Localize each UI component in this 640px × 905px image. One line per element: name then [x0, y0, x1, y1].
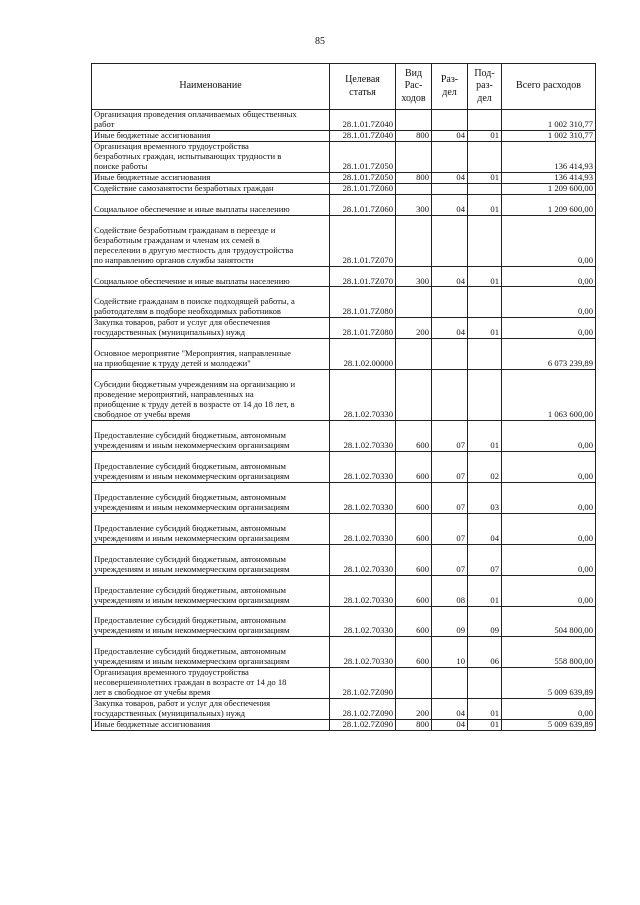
cell-target-code: 28.1.02.70330 — [330, 544, 396, 575]
table-header-row — [92, 64, 596, 110]
cell-subsection: 01 — [468, 421, 502, 452]
cell-target-code: 28.1.02.70330 — [330, 606, 396, 637]
cell-name: Субсидии бюджетным учреждениям на организацию и проведение мероприятий, направленных на приобщение к труду детей в возрасте от 14 до 18 лет, в свободное от учебы время — [92, 370, 330, 421]
cell-name: Иные бюджетные ассигнования — [92, 172, 330, 183]
cell-section: 07 — [432, 482, 468, 513]
cell-total: 0,00 — [502, 451, 596, 482]
cell-name: Социальное обеспечение и иные выплаты населению — [92, 194, 330, 215]
cell-name: Закупка товаров, работ и услуг для обеспечения государственных (муниципальных) нужд — [92, 318, 330, 339]
cell-subsection: 01 — [468, 172, 502, 183]
cell-name: Предоставление субсидий бюджетным, автономным учреждениям и иным некоммерческим организациям — [92, 606, 330, 637]
cell-expense-type — [396, 668, 432, 699]
cell-section — [432, 287, 468, 318]
cell-name: Предоставление субсидий бюджетным, автономным учреждениям и иным некоммерческим организациям — [92, 575, 330, 606]
table-row — [92, 194, 596, 215]
header-subsection: Под- раз- дел — [468, 64, 502, 110]
cell-expense-type — [396, 141, 432, 172]
cell-total: 0,00 — [502, 421, 596, 452]
cell-section: 04 — [432, 318, 468, 339]
cell-section: 04 — [432, 699, 468, 720]
cell-expense-type: 600 — [396, 421, 432, 452]
cell-target-code: 28.1.01.7Z060 — [330, 183, 396, 194]
cell-target-code: 28.1.01.7Z040 — [330, 130, 396, 141]
cell-expense-type: 600 — [396, 451, 432, 482]
cell-target-code: 28.1.02.70330 — [330, 421, 396, 452]
table-row — [92, 266, 596, 287]
cell-expense-type: 600 — [396, 637, 432, 668]
cell-expense-type — [396, 183, 432, 194]
cell-name: Предоставление субсидий бюджетным, автономным учреждениям и иным некоммерческим организациям — [92, 637, 330, 668]
cell-section: 08 — [432, 575, 468, 606]
cell-expense-type: 200 — [396, 699, 432, 720]
cell-subsection: 02 — [468, 451, 502, 482]
cell-target-code: 28.1.02.70330 — [330, 482, 396, 513]
cell-name: Содействие безработным гражданам в переезде и безработным гражданам и членам их семей в переселении в другую местность для трудоустройства по направлению органов службы занятости — [92, 215, 330, 266]
cell-section: 07 — [432, 421, 468, 452]
cell-target-code: 28.1.02.00000 — [330, 339, 396, 370]
table-row — [92, 699, 596, 720]
cell-name: Предоставление субсидий бюджетным, автономным учреждениям и иным некоммерческим организациям — [92, 544, 330, 575]
header-expense-type: Вид Рас- ходов — [396, 64, 432, 110]
cell-subsection: 01 — [468, 699, 502, 720]
table-row — [92, 339, 596, 370]
cell-total: 0,00 — [502, 699, 596, 720]
cell-total: 558 800,00 — [502, 637, 596, 668]
cell-total: 504 800,00 — [502, 606, 596, 637]
table-row — [92, 215, 596, 266]
budget-table — [91, 63, 596, 731]
cell-expense-type: 200 — [396, 318, 432, 339]
cell-section — [432, 141, 468, 172]
cell-target-code: 28.1.02.70330 — [330, 451, 396, 482]
cell-expense-type: 800 — [396, 130, 432, 141]
table-row — [92, 183, 596, 194]
cell-subsection: 03 — [468, 482, 502, 513]
cell-expense-type: 600 — [396, 544, 432, 575]
cell-subsection: 01 — [468, 194, 502, 215]
cell-subsection — [468, 287, 502, 318]
cell-name: Предоставление субсидий бюджетным, автономным учреждениям и иным некоммерческим организациям — [92, 513, 330, 544]
cell-subsection: 01 — [468, 130, 502, 141]
table-row — [92, 482, 596, 513]
cell-expense-type: 600 — [396, 482, 432, 513]
cell-expense-type — [396, 370, 432, 421]
cell-expense-type — [396, 339, 432, 370]
cell-subsection: 06 — [468, 637, 502, 668]
cell-expense-type — [396, 287, 432, 318]
cell-target-code: 28.1.01.7Z060 — [330, 194, 396, 215]
cell-subsection: 01 — [468, 318, 502, 339]
table-row — [92, 287, 596, 318]
cell-name: Организация временного трудоустройства безработных граждан, испытывающих трудности в поиске работы — [92, 141, 330, 172]
cell-section: 07 — [432, 544, 468, 575]
header-target-code: Целевая статья — [330, 64, 396, 110]
cell-name: Иные бюджетные ассигнования — [92, 130, 330, 141]
cell-total: 0,00 — [502, 575, 596, 606]
cell-section — [432, 183, 468, 194]
cell-name: Организация временного трудоустройства несовершеннолетних граждан в возрасте от 14 до 18 лет в свободное от учебы время — [92, 668, 330, 699]
cell-total: 1 209 600,00 — [502, 194, 596, 215]
cell-target-code: 28.1.01.7Z050 — [330, 172, 396, 183]
table-row — [92, 110, 596, 131]
cell-total: 6 073 239,89 — [502, 339, 596, 370]
table-row — [92, 318, 596, 339]
cell-target-code: 28.1.01.7Z070 — [330, 266, 396, 287]
table-row — [92, 606, 596, 637]
cell-expense-type — [396, 110, 432, 131]
cell-section: 07 — [432, 513, 468, 544]
cell-expense-type: 600 — [396, 513, 432, 544]
cell-subsection: 01 — [468, 720, 502, 731]
cell-total: 136 414,93 — [502, 172, 596, 183]
table-row — [92, 668, 596, 699]
cell-section: 07 — [432, 451, 468, 482]
cell-subsection — [468, 668, 502, 699]
cell-expense-type: 600 — [396, 606, 432, 637]
cell-target-code: 28.1.01.7Z080 — [330, 318, 396, 339]
header-section: Раз- дел — [432, 64, 468, 110]
cell-subsection — [468, 141, 502, 172]
cell-section — [432, 110, 468, 131]
cell-total: 1 002 310,77 — [502, 130, 596, 141]
cell-section: 04 — [432, 172, 468, 183]
cell-name: Социальное обеспечение и иные выплаты населению — [92, 266, 330, 287]
cell-section: 10 — [432, 637, 468, 668]
cell-target-code: 28.1.02.7Z090 — [330, 668, 396, 699]
table-row — [92, 172, 596, 183]
cell-target-code: 28.1.02.70330 — [330, 370, 396, 421]
cell-expense-type: 800 — [396, 172, 432, 183]
cell-total: 0,00 — [502, 544, 596, 575]
cell-section — [432, 668, 468, 699]
cell-total: 5 009 639,89 — [502, 720, 596, 731]
table-row — [92, 544, 596, 575]
page-number: 85 — [315, 36, 325, 47]
cell-total: 0,00 — [502, 287, 596, 318]
cell-subsection: 07 — [468, 544, 502, 575]
cell-section: 04 — [432, 266, 468, 287]
cell-section: 04 — [432, 720, 468, 731]
cell-section: 09 — [432, 606, 468, 637]
cell-target-code: 28.1.01.7Z070 — [330, 215, 396, 266]
cell-name: Организация проведения оплачиваемых общественных работ — [92, 110, 330, 131]
cell-name: Предоставление субсидий бюджетным, автономным учреждениям и иным некоммерческим организациям — [92, 421, 330, 452]
cell-section — [432, 370, 468, 421]
cell-total: 0,00 — [502, 318, 596, 339]
cell-subsection: 04 — [468, 513, 502, 544]
cell-target-code: 28.1.02.70330 — [330, 513, 396, 544]
table-row — [92, 370, 596, 421]
cell-total: 1 209 600,00 — [502, 183, 596, 194]
cell-total: 1 063 600,00 — [502, 370, 596, 421]
cell-section — [432, 215, 468, 266]
cell-name: Содействие гражданам в поиске подходящей работы, а работодателям в подборе необходимых работников — [92, 287, 330, 318]
cell-expense-type: 300 — [396, 194, 432, 215]
cell-expense-type — [396, 215, 432, 266]
cell-subsection — [468, 370, 502, 421]
cell-section: 04 — [432, 130, 468, 141]
cell-subsection: 01 — [468, 266, 502, 287]
cell-target-code: 28.1.02.70330 — [330, 637, 396, 668]
cell-subsection — [468, 339, 502, 370]
cell-subsection: 09 — [468, 606, 502, 637]
table-body — [92, 110, 596, 731]
cell-subsection — [468, 215, 502, 266]
cell-total: 5 009 639,89 — [502, 668, 596, 699]
table-row — [92, 451, 596, 482]
table-row — [92, 141, 596, 172]
cell-target-code: 28.1.02.7Z090 — [330, 699, 396, 720]
table-row — [92, 130, 596, 141]
cell-total: 0,00 — [502, 513, 596, 544]
cell-total: 0,00 — [502, 215, 596, 266]
cell-subsection — [468, 110, 502, 131]
cell-section — [432, 339, 468, 370]
cell-expense-type: 300 — [396, 266, 432, 287]
cell-target-code: 28.1.02.70330 — [330, 575, 396, 606]
cell-total: 0,00 — [502, 482, 596, 513]
cell-total: 1 002 310,77 — [502, 110, 596, 131]
cell-name: Предоставление субсидий бюджетным, автономным учреждениям и иным некоммерческим организациям — [92, 482, 330, 513]
cell-target-code: 28.1.01.7Z040 — [330, 110, 396, 131]
table-row — [92, 575, 596, 606]
header-total: Всего расходов — [502, 64, 596, 110]
cell-target-code: 28.1.02.7Z090 — [330, 720, 396, 731]
header-name: Наименование — [92, 64, 330, 110]
cell-subsection — [468, 183, 502, 194]
cell-section: 04 — [432, 194, 468, 215]
cell-expense-type: 600 — [396, 575, 432, 606]
cell-name: Основное мероприятие "Мероприятия, направленные на приобщение к труду детей и молодежи" — [92, 339, 330, 370]
cell-target-code: 28.1.01.7Z050 — [330, 141, 396, 172]
cell-name: Закупка товаров, работ и услуг для обеспечения государственных (муниципальных) нужд — [92, 699, 330, 720]
table-row — [92, 637, 596, 668]
cell-subsection: 01 — [468, 575, 502, 606]
cell-name: Предоставление субсидий бюджетным, автономным учреждениям и иным некоммерческим организациям — [92, 451, 330, 482]
cell-total: 136 414,93 — [502, 141, 596, 172]
cell-name: Иные бюджетные ассигнования — [92, 720, 330, 731]
table-row — [92, 720, 596, 731]
cell-name: Содействие самозанятости безработных граждан — [92, 183, 330, 194]
cell-target-code: 28.1.01.7Z080 — [330, 287, 396, 318]
table-row — [92, 421, 596, 452]
table-row — [92, 513, 596, 544]
cell-expense-type: 800 — [396, 720, 432, 731]
cell-total: 0,00 — [502, 266, 596, 287]
